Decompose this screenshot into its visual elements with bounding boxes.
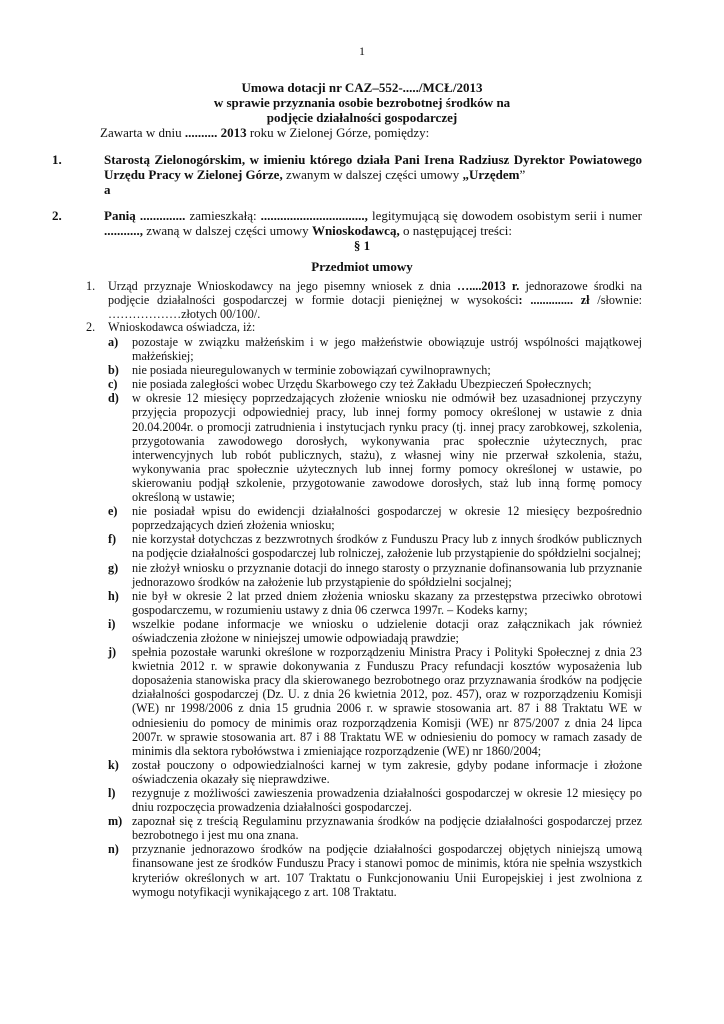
item-text: nie korzystał dotychczas z bezzwrotnych środków z Funduszu Pracy lub z innych środków publicznych na podjęcie działalności gospodarczej lub rolniczej, założenie lub przystąpienie do spółdzielni socjalnej; <box>132 532 642 561</box>
item-text: pozostaje w związku małżeńskim i w jego małżeństwie obowiązuje ustrój wspólności majątkowej małżeńskiej; <box>132 335 642 364</box>
paragraph-1-number: 1. <box>86 279 96 293</box>
title-line-1: Umowa dotacji nr CAZ–552-...../MCŁ/2013 <box>241 80 483 95</box>
item-label: d) <box>108 391 119 406</box>
list-item <box>108 786 642 814</box>
party-2-normal-4: o następującej treści: <box>399 223 512 238</box>
p1-bold-1: …....2013 r. <box>457 279 520 293</box>
list-item <box>108 842 642 898</box>
item-label: c) <box>108 377 118 392</box>
party-2-bold-4: Wnioskodawcą, <box>311 223 400 238</box>
party-2-normal-2: legitymującą się dowodem osobistym serii i numer <box>367 208 642 223</box>
party-2-bold-2: ................................, <box>260 208 368 223</box>
item-label: g) <box>108 560 119 575</box>
paragraph-2-number: 2. <box>86 320 96 334</box>
item-label: k) <box>108 757 119 772</box>
paragraph-1 <box>86 279 642 321</box>
item-label: e) <box>108 504 118 519</box>
item-text: zapoznał się z treścią Regulaminu przyznawania środków na podjęcie działalności gospodarczej przez bezrobotnego i jest mu ona znana. <box>132 814 642 843</box>
party-1-tail: ” <box>519 167 526 182</box>
party-1-last: a <box>104 182 111 197</box>
list-item <box>108 617 642 645</box>
item-label: b) <box>108 363 119 378</box>
item-label: l) <box>108 786 116 800</box>
item-label: i) <box>108 616 116 631</box>
party-2 <box>52 208 642 238</box>
p1-text-2: jednorazowe środki na podjęcie działalności gospodarczej w formie dotacji pieniężnej w wysokości <box>108 279 643 308</box>
item-label: n) <box>108 842 119 857</box>
item-text: nie był w okresie 2 lat przed dniem złożenia wniosku skazany za przestępstwa przeciwko obrotowi gospodarczemu, w rozumieniu ustawy z dnia 06 czerwca 1997r. – Kodeks karny; <box>132 588 642 617</box>
contract-date-line <box>100 125 429 140</box>
item-text: w okresie 12 miesięcy poprzedzających złożenie wniosku nie odmówił bez uzasadnionej przyczyny przyjęcia propozycji odpowiedniej pracy, lub innej formy pomocy określonej w ustawie z dnia 20.04.2004r. o promocji zatrudnienia i instytucjach rynku pracy (tj. innej pracy zarobkowej, szkolenia, przygotowania zawodowego dorosłych, wykonywania prac społecznie użytecznych, prac interwencyjnych lub robót publicznych, stażu), z własnej winy nie przerwał szkolenia, stażu, wykonywania prac społecznie użytecznych lub innej formy pomocy określonej w ustawie, po skierowaniu podjął szkolenie, przygotowanie zawodowe dorosłych, staż lub inną formę pomocy określoną w ustawie; <box>132 391 642 505</box>
item-text: rezygnuje z możliwości zawieszenia prowadzenia działalności gospodarczej w okresie 12 miesięcy po dniu rozpoczęcia prowadzenia działalności gospodarczej. <box>132 786 642 815</box>
title-line-2: w sprawie przyznania osobie bezrobotnej środków na <box>213 95 511 110</box>
list-item <box>108 814 642 842</box>
list-item <box>108 758 642 786</box>
document-title <box>100 80 624 125</box>
item-label: f) <box>108 532 117 547</box>
item-label: a) <box>108 335 119 349</box>
item-text: nie posiada zaległości wobec Urzędu Skarbowego czy też Zakładu Ubezpieczeń Społecznych; <box>132 377 592 392</box>
party-2-text <box>104 208 642 238</box>
section-symbol: § 1 <box>353 238 371 253</box>
page-number: 1 <box>359 44 365 58</box>
item-text: nie złożył wniosku o przyznanie dotacji do innego starosty o przyznanie dofinansowania lub przyznanie jednorazowo środków na założenie lub przystąpienie do spółdzielni socjalnej; <box>132 560 642 589</box>
item-text: nie posiada nieuregulowanych w terminie zobowiązań cywilnoprawnych; <box>132 363 491 378</box>
party-2-normal-1: zamieszkałą: <box>185 208 261 223</box>
item-text: wszelkie podane informacje we wniosku o udzielenie dotacji oraz załącznikach jak również oświadczenia złożone w niniejszej umowie odpowiadają prawdzie; <box>132 616 642 645</box>
declaration-list <box>108 335 642 899</box>
list-item <box>108 391 642 504</box>
list-item <box>108 363 642 377</box>
item-text: został pouczony o odpowiedzialności karnej w tym zakresie, gdyby podane informacje i złożone oświadczenia okazały się nieprawdziwe. <box>132 757 642 786</box>
party-2-number: 2. <box>52 208 62 223</box>
party-1-number: 1. <box>52 152 62 167</box>
zawarta-after: roku w Zielonej Górze, pomiędzy: <box>246 125 430 140</box>
list-item <box>108 645 642 758</box>
paragraph-2-text: Wnioskodawca oświadcza, iż: <box>108 320 256 334</box>
party-1 <box>52 152 642 197</box>
p1-text-1: Urząd przyznaje Wnioskodawcy na jego pisemny wniosek z dnia <box>108 279 458 293</box>
item-label: h) <box>108 588 119 603</box>
section-heading: Przedmiot umowy <box>311 259 413 274</box>
paragraph-1-text <box>108 279 642 321</box>
item-text: spełnia pozostałe warunki określone w rozporządzeniu Ministra Pracy i Polityki Społecznej z dnia 23 kwietnia 2012 r. w sprawie dokonywania z Funduszu Pracy refundacji kosztów wyposażenia lub doposażenia stanowiska pracy dla skierowanego bezrobotnego oraz przyznawania środków na podjęcie działalności gospodarczej (Dz. U. z dnia 26 kwietnia 2012, poz. 457), oraz w rozporządzeniu Komisji (WE) nr 1998/2006 z dnia 15 grudnia 2006 r. w sprawie stosowania art. 87 i 88 Traktatu WE w odniesieniu do pomocy de minimis oraz rozporządzenia Komisji (WE) nr 875/2007 z dnia 24 lipca 2007r. w sprawie stosowania art. 87 i 88 Traktatu WE w odniesieniu do pomocy w ramach zasady de minimis dla sektora rybołówstwa i zmieniające rozporządzenie (WE) nr 1860/2004; <box>132 645 642 758</box>
item-label: j) <box>108 645 117 660</box>
party-1-bold: Starostą Zielonogórskim, w imieniu którego działa Pani Irena Radziusz Dyrektor Powiatowego Urzędu Pracy w Zielonej Górze, <box>104 152 642 182</box>
list-item <box>108 335 642 363</box>
party-2-normal-3: zwaną w dalszej części umowy <box>143 223 312 238</box>
p1-bold-2: : .............. zł <box>518 293 590 308</box>
list-item <box>108 504 642 532</box>
party-1-text <box>104 152 642 197</box>
title-line-3: podjęcie działalności gospodarczej <box>266 110 458 125</box>
party-2-bold-3: ..........., <box>104 223 143 238</box>
p1-text-3: /słownie: ………………złotych 00/100/. <box>108 293 642 322</box>
list-item <box>108 377 642 391</box>
party-1-normal: zwanym w dalszej części umowy <box>282 167 463 182</box>
item-text: nie posiadał wpisu do ewidencji działalności gospodarczej w okresie 12 miesięcy bezpośrednio poprzedzających dzień złożenia wniosku; <box>132 504 642 533</box>
list-item <box>108 589 642 617</box>
item-text: przyznanie jednorazowo środków na podjęcie działalności gospodarczej objętych niniejszą umową finansowane jest ze środków Funduszu Pracy i stanowi pomoc de minimis, która nie spełnia wszystkich kryteriów określonych w art. 107 Traktatu o Funkcjonowaniu Unii Europejskiej i jest zwolniona z wymogu notyfikacji wynikającego z art. 108 Traktatu. <box>132 842 642 899</box>
paragraph-2 <box>86 320 642 334</box>
list-item <box>108 532 642 560</box>
zawarta-before: Zawarta w dniu <box>100 125 185 140</box>
list-item <box>108 561 642 589</box>
zawarta-date: .......... 2013 <box>184 125 247 140</box>
party-2-bold-1: Panią .............. <box>104 208 186 223</box>
party-1-urzad: „Urzędem <box>462 167 520 182</box>
item-label: m) <box>108 814 123 829</box>
